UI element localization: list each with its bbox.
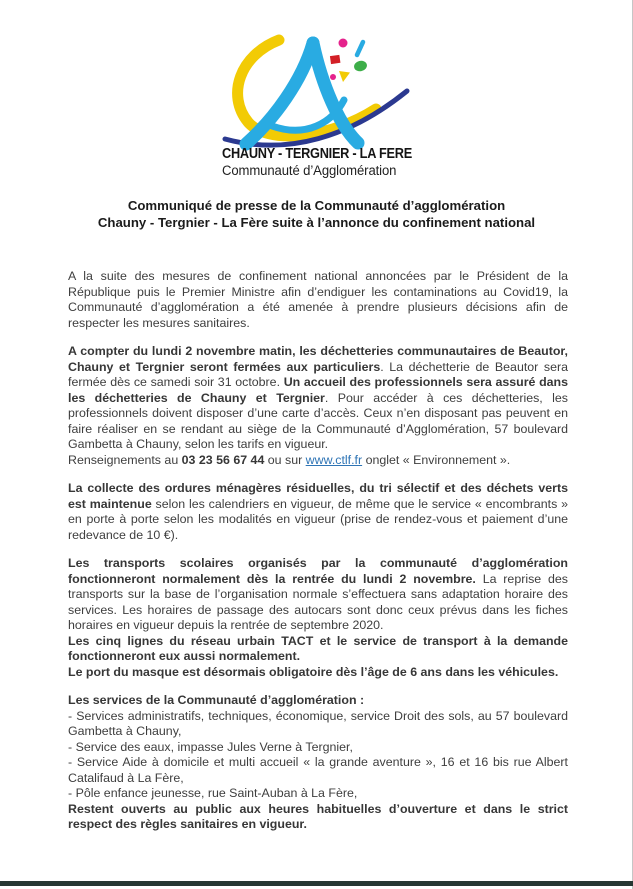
confetti-red-square [330,55,341,64]
ca-logo-icon [218,33,458,151]
text-run: . Pour accéder à ces déchetteries, les professionnels doivent disposer d’une carte d’accès. Ceux n’en disposant pas peuvent en faire réaliser en se rendant au siège de la Communauté d’Agglomération, 57 boulevard Gambetta à Chauny, selon les tarifs en vigueur. [68,390,568,451]
paragraph-services [68,693,568,833]
paragraph-dechetteries [68,344,568,468]
confetti-blue-slash [357,42,363,55]
text-run: La reprise des transports sur la base de l’organisation normale s’effectuera sans adaptation horaire des services. Les horaires de passage des autocars sont donc ceux prévus dans les fiches horaires en vigueur depuis la rentrée de septembre 2020. [68,571,568,632]
text-run: Les cinq lignes du réseau urbain TACT et le service de transport à la demande fonctionneront eux aussi normalement. [68,633,568,663]
text-run: - Services administratifs, techniques, économique, service Droit des sols, au 57 boulevard Gambetta à Chauny, [68,708,568,738]
text-run: onglet « Environnement ». [362,452,511,467]
press-release-body [68,269,568,846]
text-run: - Pôle enfance jeunesse, rue Saint-Auban à La Fère, [68,786,358,800]
text-run: selon les calendriers en vigueur, de même que le service « encombrants » en porte à porte selon les modalités en vigueur (prise de rendez-vous et paiement d’une redevance de 10 €). [68,496,568,542]
text-run: Restent ouverts au public aux heures habituelles d’ouverture et dans le strict respect des règles sanitaires en vigueur. [68,801,568,831]
text-run: A compter du lundi 2 novembre matin, les déchetteries communautaires de Beautor, Chauny et Tergnier seront fermées aux particuliers [68,344,568,374]
confetti-yellow-triangle [339,71,350,82]
press-release-title-line1: Communiqué de presse de la Communauté d’agglomération [127,198,506,213]
confetti-magenta-circle [339,39,348,48]
confetti-green-oval [353,59,368,72]
paragraph-transports [68,556,568,680]
logo-text-block [222,146,438,178]
confetti-magenta-dot [330,74,336,80]
logo-subtitle: Communauté d’Agglomération [222,163,397,178]
text-run: 03 23 56 67 44 [181,452,265,467]
text-run: Renseignements au [68,452,182,467]
text-run: Les transports scolaires organisés par la communauté d’agglomération fonctionneront normalement dès la rentrée du lundi 2 novembre. [68,556,568,586]
text-run: - Service Aide à domicile et multi accueil « la grande aventure », 16 et 16 bis rue Albert Catalifaud à La Fère, [68,755,568,785]
press-release-title-line2: Chauny - Tergnier - La Fère suite à l’annonce du confinement national [97,214,536,230]
paragraph-collecte [68,481,568,543]
paragraph-intro [68,269,568,331]
text-run: La collecte des ordures ménagères résiduelles, du tri sélectif et des déchets verts est maintenue [68,481,568,511]
text-run: A la suite des mesures de confinement national annoncées par le Président de la République puis le Premier Ministre afin d’endiguer les contaminations au Covid19, la Communauté d’agglomération a été amenée à prendre plusieurs décisions afin de respecter les mesures sanitaires. [68,269,568,330]
bottom-bar [0,881,633,886]
text-run: ou sur [264,452,306,467]
ctlf-website-link[interactable]: www.ctlf.fr [305,452,363,467]
text-run: Un accueil des professionnels sera assuré dans les déchetteries de Chauny et Tergnier [68,375,569,405]
press-release-title [0,198,633,231]
text-run: - Service des eaux, impasse Jules Verne à Tergnier, [68,739,353,754]
text-run: . La déchetterie de Beautor sera fermée dès ce samedi soir 31 octobre. [68,359,568,389]
logo-title: CHAUNY - TERGNIER - LA FERE [222,146,412,162]
agglomeration-logo [218,33,463,183]
text-run: Le port du masque est désormais obligatoire dès l’âge de 6 ans dans les véhicules. [68,664,559,679]
text-run: Les services de la Communauté d’agglomération : [68,693,365,707]
